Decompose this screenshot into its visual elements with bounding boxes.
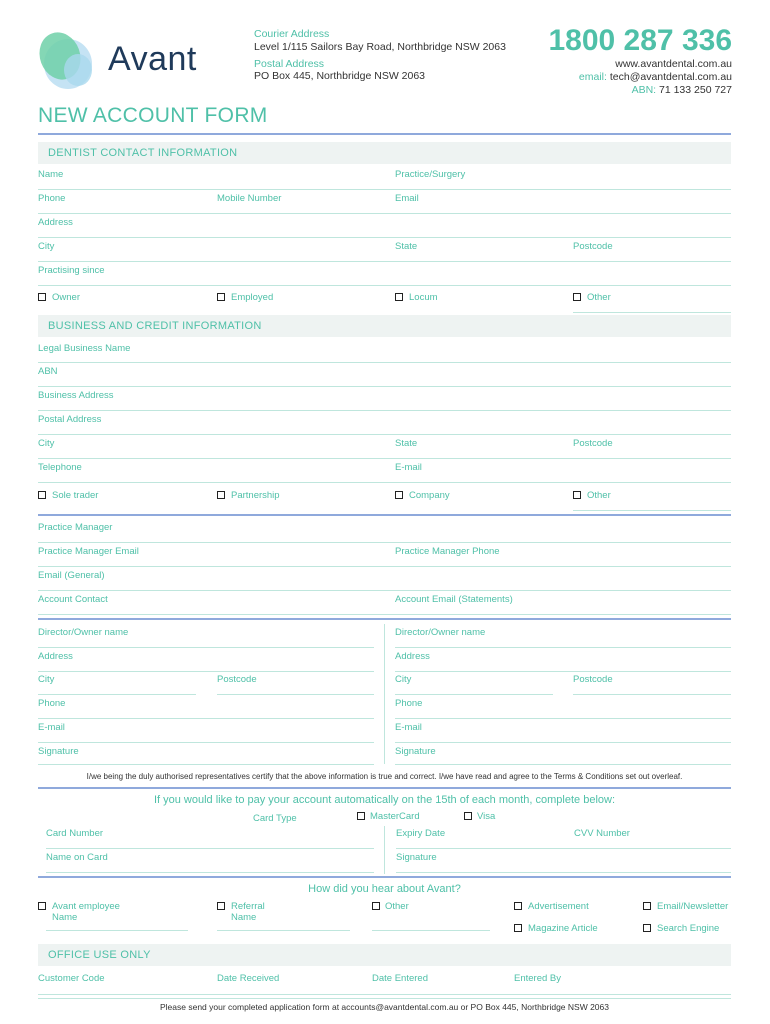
referral-other-field[interactable]	[372, 930, 490, 931]
payment-signature-field[interactable]	[396, 872, 731, 873]
certify-rule	[38, 787, 731, 789]
referral-label: Referral	[231, 901, 265, 912]
director1-phone-field[interactable]	[38, 718, 374, 719]
owner-label: Owner	[52, 292, 80, 303]
search-engine-label: Search Engine	[657, 923, 720, 934]
referral-name-field[interactable]	[217, 930, 350, 931]
director2-signature-field[interactable]	[395, 764, 731, 765]
business-state-label: State	[395, 438, 418, 449]
referral-name-label: Name	[231, 912, 257, 923]
practice-label: Practice/Surgery	[395, 169, 466, 180]
manager-email-label: Practice Manager Email	[38, 546, 139, 557]
email-value: tech@avantdental.com.au	[609, 71, 732, 83]
business-postcode-label: Postcode	[573, 438, 613, 449]
logo-mark-icon	[38, 28, 98, 90]
mobile-label: Mobile Number	[217, 193, 282, 204]
postal-address-label: Postal Address	[38, 414, 102, 425]
referral-checkbox[interactable]	[217, 902, 225, 910]
customer-code-label: Customer Code	[38, 973, 105, 984]
date-received-label: Date Received	[217, 973, 280, 984]
employee-checkbox[interactable]	[38, 902, 46, 910]
other-checkbox[interactable]	[573, 293, 581, 301]
newsletter-label: Email/Newsletter	[657, 901, 729, 912]
company-label: Company	[409, 490, 450, 501]
name-label: Name	[38, 169, 64, 180]
abn-label: ABN:	[631, 84, 657, 96]
practice-manager-label: Practice Manager	[38, 522, 113, 533]
director2-signature-label: Signature	[395, 746, 436, 757]
email-line	[579, 71, 732, 83]
referral-other-label: Other	[385, 901, 409, 912]
employee-name-field[interactable]	[46, 930, 188, 931]
payment-rule	[38, 876, 731, 878]
name-on-card-field[interactable]	[46, 872, 374, 873]
manager-phone-label: Practice Manager Phone	[395, 546, 500, 557]
account-email-label: Account Email (Statements)	[395, 594, 513, 605]
business-city-label: City	[38, 438, 55, 449]
dentist-heading: DENTIST CONTACT INFORMATION	[48, 147, 238, 159]
locum-checkbox[interactable]	[395, 293, 403, 301]
practice-rule	[38, 618, 731, 620]
employed-label: Employed	[231, 292, 274, 303]
manager-email-field[interactable]	[38, 566, 731, 567]
state-label: State	[395, 241, 418, 252]
footer-note: Please send your completed application form at accounts@avantdental.com.au or PO Box 445, Northbridge NSW 2063	[160, 1002, 609, 1012]
visa-checkbox[interactable]	[464, 812, 472, 820]
city-field[interactable]	[38, 261, 731, 262]
email-field-label: Email	[395, 193, 419, 204]
practising-label: Practising since	[38, 265, 105, 276]
other-field[interactable]	[573, 312, 731, 313]
card-number-label: Card Number	[46, 828, 104, 839]
director2-address-field[interactable]	[395, 671, 731, 672]
postcode-label: Postcode	[573, 241, 613, 252]
advertisement-checkbox[interactable]	[514, 902, 522, 910]
director1-address-field[interactable]	[38, 671, 374, 672]
director1-phone-label: Phone	[38, 698, 66, 709]
director1-city-field[interactable]	[38, 694, 196, 695]
newsletter-checkbox[interactable]	[643, 902, 651, 910]
director1-signature-field[interactable]	[38, 764, 374, 765]
business-section-header	[38, 315, 731, 337]
logo-text: Avant	[108, 40, 197, 78]
business-address-label: Business Address	[38, 390, 114, 401]
company-checkbox[interactable]	[395, 491, 403, 499]
director2-email-label: E-mail	[395, 722, 422, 733]
director2-phone-field[interactable]	[395, 718, 731, 719]
referral-heading: How did you hear about Avant?	[308, 883, 461, 895]
locum-label: Locum	[409, 292, 438, 303]
certify-statement: I/we being the duly authorised representatives certify that the above information is true and correct. I/we have read and agree to the Terms & Conditions set out overleaf.	[86, 772, 683, 781]
footer-rule	[38, 998, 731, 999]
expiry-field[interactable]	[396, 848, 731, 849]
postal-address-field[interactable]	[38, 434, 731, 435]
telephone-label: Telephone	[38, 462, 82, 473]
director2-email-field[interactable]	[395, 742, 731, 743]
legal-name-field[interactable]	[38, 362, 731, 363]
visa-label: Visa	[477, 811, 496, 822]
director1-name-field[interactable]	[38, 647, 374, 648]
email-label: email:	[578, 71, 607, 83]
payment-divider	[384, 826, 385, 874]
practice-manager-field[interactable]	[38, 542, 731, 543]
card-type-label: Card Type	[253, 813, 297, 824]
employee-name-label: Name	[52, 912, 78, 923]
phone-label: Phone	[38, 193, 66, 204]
address-field[interactable]	[38, 237, 731, 238]
business-other-field[interactable]	[573, 510, 731, 511]
business-heading: BUSINESS AND CREDIT INFORMATION	[48, 320, 262, 332]
director1-postcode-label: Postcode	[217, 674, 257, 685]
business-other-label: Other	[587, 490, 611, 501]
date-entered-label: Date Entered	[372, 973, 428, 984]
abn-value: 71 133 250 727	[659, 84, 732, 96]
website: www.avantdental.com.au	[615, 58, 732, 70]
director2-city-label: City	[395, 674, 412, 685]
city-label: City	[38, 241, 55, 252]
office-section-header	[38, 944, 731, 966]
business-address-field[interactable]	[38, 410, 731, 411]
other-label: Other	[587, 292, 611, 303]
name-on-card-label: Name on Card	[46, 852, 108, 863]
courier-address: Level 1/115 Sailors Bay Road, Northbridge NSW 2063	[254, 41, 506, 53]
director1-city-label: City	[38, 674, 55, 685]
magazine-checkbox[interactable]	[514, 924, 522, 932]
mastercard-label: MasterCard	[370, 811, 420, 822]
business-rule	[38, 514, 731, 516]
director2-city-field[interactable]	[395, 694, 553, 695]
avant-logo	[38, 28, 238, 90]
director1-email-label: E-mail	[38, 722, 65, 733]
phone-field[interactable]	[38, 213, 731, 214]
postal-address: PO Box 445, Northbridge NSW 2063	[254, 70, 426, 82]
director2-postcode-label: Postcode	[573, 674, 613, 685]
phone-number: 1800 287 336	[548, 24, 732, 57]
directors-divider	[384, 624, 385, 764]
payment-signature-label: Signature	[396, 852, 437, 863]
payment-heading: If you would like to pay your account automatically on the 15th of each month, complete below:	[153, 794, 616, 806]
director1-postcode-field[interactable]	[217, 694, 374, 695]
director2-address-label: Address	[395, 651, 430, 662]
practising-field[interactable]	[38, 285, 731, 286]
account-contact-label: Account Contact	[38, 594, 108, 605]
magazine-label: Magazine Article	[528, 923, 598, 934]
dentist-section-header	[38, 142, 731, 164]
title-rule	[38, 133, 731, 135]
employee-label: Avant employee	[52, 901, 120, 912]
abn-field-label: ABN	[38, 366, 58, 377]
entered-by-label: Entered By	[514, 973, 561, 984]
business-other-checkbox[interactable]	[573, 491, 581, 499]
business-email-label: E-mail	[395, 462, 422, 473]
abn-field[interactable]	[38, 386, 731, 387]
advertisement-label: Advertisement	[528, 901, 589, 912]
director1-signature-label: Signature	[38, 746, 79, 757]
form-title: NEW ACCOUNT FORM	[38, 104, 268, 127]
business-city-field[interactable]	[38, 458, 731, 459]
abn-line	[632, 84, 732, 96]
director1-address-label: Address	[38, 651, 73, 662]
mastercard-checkbox[interactable]	[357, 812, 365, 820]
director2-phone-label: Phone	[395, 698, 423, 709]
director1-email-field[interactable]	[38, 742, 374, 743]
email-general-field[interactable]	[38, 590, 731, 591]
email-general-label: Email (General)	[38, 570, 105, 581]
office-field[interactable]	[38, 994, 731, 995]
office-heading: OFFICE USE ONLY	[48, 949, 151, 961]
postal-label: Postal Address	[254, 58, 325, 70]
cvv-label: CVV Number	[574, 828, 630, 839]
director1-name-label: Director/Owner name	[38, 627, 129, 638]
courier-label: Courier Address	[254, 28, 330, 40]
director2-postcode-field[interactable]	[573, 694, 731, 695]
partnership-checkbox[interactable]	[217, 491, 225, 499]
referral-other-checkbox[interactable]	[372, 902, 380, 910]
name-field[interactable]	[38, 189, 731, 190]
employed-checkbox[interactable]	[217, 293, 225, 301]
account-contact-field[interactable]	[38, 614, 731, 615]
legal-name-label: Legal Business Name	[38, 343, 131, 354]
owner-checkbox[interactable]	[38, 293, 46, 301]
address-label: Address	[38, 217, 73, 228]
partnership-label: Partnership	[231, 490, 280, 501]
card-number-field[interactable]	[46, 848, 374, 849]
expiry-label: Expiry Date	[396, 828, 446, 839]
sole-trader-checkbox[interactable]	[38, 491, 46, 499]
director2-name-label: Director/Owner name	[395, 627, 486, 638]
search-engine-checkbox[interactable]	[643, 924, 651, 932]
director2-name-field[interactable]	[395, 647, 731, 648]
sole-trader-label: Sole trader	[52, 490, 99, 501]
telephone-field[interactable]	[38, 482, 731, 483]
